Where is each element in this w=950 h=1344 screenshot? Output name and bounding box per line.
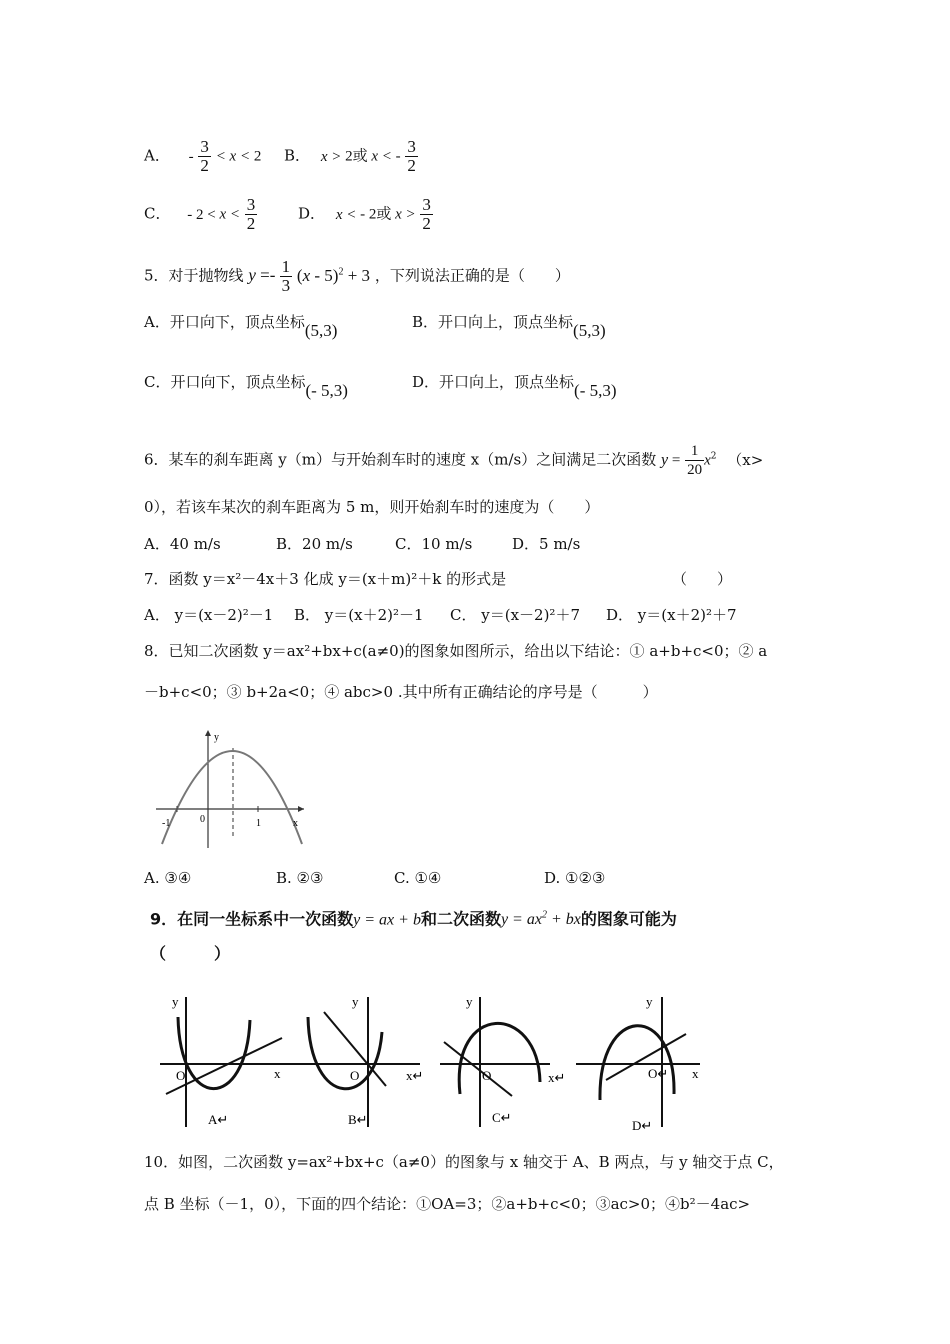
- q6-stem-line2: 0），若该车某次的刹车距离为 5 m，则开始刹车时的速度为（ ）: [144, 498, 600, 516]
- q10-stem-line1: 10．如图，二次函数 y=ax²+bx+c（a≠0）的图象与 x 轴交于 A、B 两点，与 y 轴交于点 C，: [144, 1153, 784, 1171]
- q9-graph-c: [440, 994, 565, 1127]
- q9-graphs: [150, 982, 710, 1134]
- q7-option-d: D． y＝(x＋2)²＋7: [606, 606, 737, 624]
- q8-stem-line1: 8．已知二次函数 y＝ax²+bx+c(a≠0)的图象如图所示，给出以下结论：① a+b+c<0；② a: [144, 642, 768, 660]
- q9-c-y: y: [466, 994, 473, 1009]
- q9-graph-b: [290, 994, 423, 1127]
- q6-option-a: A．40 m/s: [144, 535, 221, 553]
- q9-b-o: O: [350, 1068, 360, 1083]
- q5-option-a: A．开口向下，顶点坐标(5,3): [144, 313, 338, 340]
- fraction-3-2: $\frac{3}{2}$: [200, 137, 209, 175]
- q9-b-x: x↵: [406, 1068, 424, 1083]
- q9-graph-a: [160, 994, 290, 1127]
- q9-stem: 9．在同一坐标系中一次函数y = ax + b和二次函数$y = ax^2$ + bx的图象可能为: [150, 909, 677, 929]
- q4-option-b: B． x > 2或 x < - $\frac{3}{2}$: [284, 137, 416, 175]
- q9-b-label: B↵: [348, 1112, 368, 1127]
- q4-option-c: C． - 2 < x < $\frac{3}{2}$: [144, 195, 256, 233]
- q9-c-o: O: [482, 1068, 492, 1083]
- q6-stem-line1: 6．某车的刹车距离 y（m）与开始刹车时的速度 x（m/s）之间满足二次函数 y = $\frac{1}{20}$ $x^2$ （x>: [144, 443, 764, 478]
- q8-tick-0: 0: [200, 814, 205, 825]
- q9-c-x: x↵: [548, 1070, 566, 1085]
- q7-paren: （ ）: [672, 570, 733, 588]
- q9-a-o: O: [176, 1068, 186, 1083]
- q6-option-b: B．20 m/s: [276, 535, 353, 553]
- q5-stem: 5．对于抛物线 y =- $\frac{1}{3}$ (x - 5)$^2$ + 3 ，下列说法正确的是（ ）: [144, 257, 570, 295]
- q7-option-a: A． y＝(x－2)²－1: [144, 606, 274, 624]
- q6-option-c: C．10 m/s: [395, 535, 473, 553]
- q7-stem: 7．函数 y＝x²－4x＋3 化成 y＝(x＋m)²＋k 的形式是: [144, 570, 507, 588]
- q9-graph-d: [576, 994, 700, 1133]
- q8-stem-line2: －b+c<0；③ b+2a<0；④ abc>0 .其中所有正确结论的序号是（ ）: [144, 683, 658, 701]
- q9-d-y: y: [646, 994, 653, 1009]
- q8-option-d: D. ①②③: [544, 869, 606, 887]
- q9-a-y: y: [172, 994, 179, 1009]
- q9-d-x: x: [692, 1066, 699, 1081]
- q9-b-y: y: [352, 994, 359, 1009]
- q7-option-c: C． y＝(x－2)²＋7: [450, 606, 580, 624]
- q10-stem-line2: 点 B 坐标（－1，0），下面的四个结论：①OA=3；②a+b+c<0；③ac>0；④b²－4ac>: [144, 1195, 751, 1213]
- q9-a-label: A↵: [208, 1112, 229, 1127]
- q9-d-label: D↵: [632, 1118, 653, 1133]
- q9-paren: （ ）: [150, 944, 231, 963]
- q7-option-b: B． y＝(x＋2)²－1: [294, 606, 424, 624]
- q8-x-label: x: [293, 818, 298, 829]
- q5-option-b: B．开口向上，顶点坐标(5,3): [412, 313, 606, 340]
- q6-option-d: D．5 m/s: [512, 535, 581, 553]
- q4-option-d: D． x < - 2或 x > $\frac{3}{2}$: [298, 195, 431, 233]
- q9-d-o: O↵: [648, 1066, 669, 1081]
- q8-parabola-graph: [152, 726, 312, 850]
- q9-c-label: C↵: [492, 1110, 512, 1125]
- q5-option-c: C．开口向下，顶点坐标(- 5,3): [144, 373, 348, 400]
- q8-y-label: y: [214, 732, 219, 743]
- q8-option-b: B. ②③: [276, 869, 324, 887]
- q8-option-c: C. ①④: [394, 869, 442, 887]
- q8-option-a: A. ③④: [144, 869, 192, 887]
- q8-tick-neg1: -1: [162, 818, 171, 829]
- q9-a-x: x: [274, 1066, 281, 1081]
- q5-option-d: D．开口向上，顶点坐标(- 5,3): [412, 373, 617, 400]
- q4-option-a: A． - $\frac{3}{2}$ < x < 2: [144, 137, 262, 175]
- q8-tick-1: 1: [256, 818, 261, 829]
